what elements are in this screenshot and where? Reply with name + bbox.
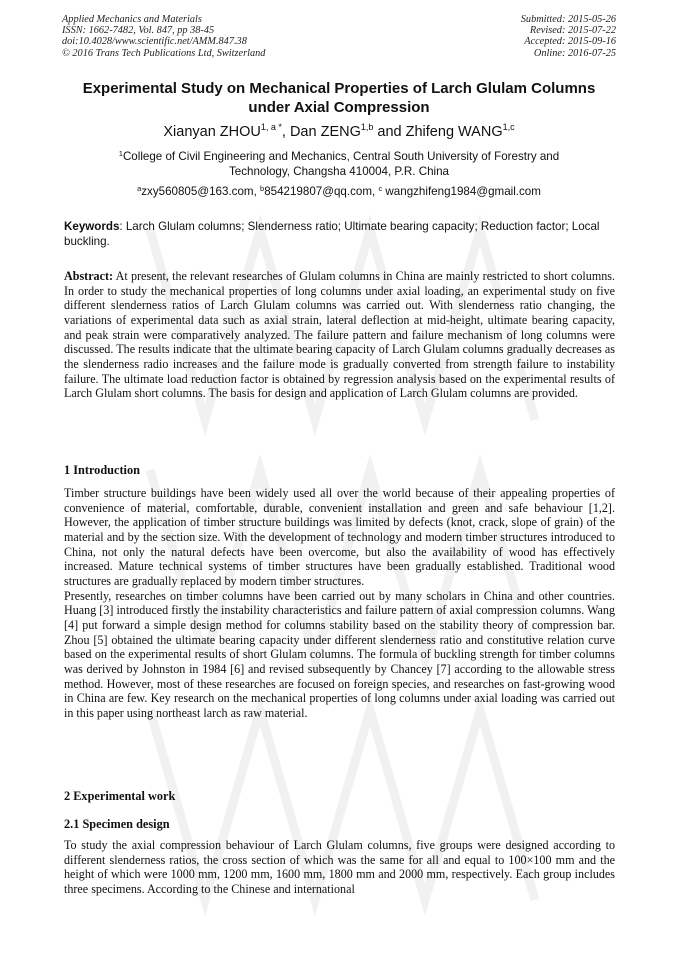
paper-title — [40, 80, 638, 117]
author-name: Dan ZENG — [289, 124, 361, 140]
email-c: wangzhifeng1984@gmail.com — [382, 185, 541, 198]
affiliation — [80, 150, 598, 179]
affil-line-2: Technology, Changsha 410004, P.R. China — [228, 164, 449, 178]
abstract-text: At present, the relevant researches of Glulam columns in China are mainly restricted to short columns. In order to study the mechanical properties of long columns under axial loading, an experimental study on five different slenderness ratios of Larch Glulam columns was carried out. With slenderness ratio changing, the variations of experimental data such as axial strain, lateral deflection at mid-height, ultimate bearing capacity, and peak strain were comparatively analyzed. The failure pattern and failure mechanism of long columns were discussed. The results indicate that the ultimate bearing capacity of Larch Glulam columns gradually decreases as the slenderness radio increases and the failure mode is gradually converted from strength failure to instability failure. The ultimate load reduction factor is obtained by regression analysis based on the experimental results of Larch Glulam short columns. The basis for design and application of Larch Glulam columns are provided. — [64, 269, 615, 401]
email-mark: b — [260, 184, 265, 193]
author-affil-mark: 1,b — [360, 122, 374, 132]
section-heading: 1 Introduction — [64, 463, 140, 477]
keywords — [64, 220, 614, 249]
paragraph: Timber structure buildings have been widely used all over the world because of their appealing properties of convenience of material, comfortable, durable, convenient installation and green and safe behaviour [1,2]. However, the application of timber structure buildings was limited by defects (knot, crack, slope of grain) of the material and by the section size. With the development of technology and modern timber structures introduced to China, not only the natural defects have been overcome, but also the availability of wood has effectively increased. Mature technical systems of timber structures have been gradually established. Traditional wood structures are gradually replaced by modern timber structures. — [64, 486, 615, 588]
author-affil-mark: 1,c — [502, 122, 515, 132]
title-line-2: under Axial Compression — [248, 98, 430, 116]
revised-date: Revised: 2015-07-22 — [529, 25, 616, 37]
issn-line: ISSN: 1662-7482, Vol. 847, pp 38-45 — [62, 25, 215, 37]
doi-line: doi:10.4028/www.scientific.net/AMM.847.38 — [62, 36, 247, 48]
subsection-heading: 2.1 Specimen design — [64, 817, 170, 831]
introduction-body — [64, 486, 615, 721]
author-name: Zhifeng WANG — [405, 124, 503, 140]
email-b: 854219807@qq.com, — [264, 185, 379, 198]
online-date: Online: 2016-07-25 — [533, 47, 616, 59]
specimen-design-body — [64, 838, 615, 897]
paragraph: To study the axial compression behaviour of Larch Glulam columns, five groups were designed according to different slenderness ratios, the cross section of which was the same for all and equal to 100×100 mm and the height of which were 1000 mm, 1200 mm, 1600 mm, 1800 mm and 2000 mm, respectively. Each group includes three specimens. According to the Chinese and international — [64, 838, 615, 896]
keywords-text: : Larch Glulam columns; Slenderness ratio; Ultimate bearing capacity; Reduction factor; Local buckling. — [64, 220, 600, 248]
section-heading: 2 Experimental work — [64, 789, 176, 803]
title-line-1: Experimental Study on Mechanical Properties of Larch Glulam Columns — [82, 80, 596, 97]
author-affil-mark: 1, a * — [260, 122, 282, 132]
journal-info — [62, 14, 265, 59]
abstract-label: Abstract: — [64, 269, 114, 283]
publication-dates — [521, 14, 616, 59]
email-mark: a — [137, 184, 142, 193]
copyright-line: © 2016 Trans Tech Publications Ltd, Switzerland — [62, 47, 266, 59]
accepted-date: Accepted: 2015-09-16 — [524, 36, 616, 48]
author-name: Xianyan ZHOU — [163, 124, 261, 140]
affil-line-1: College of Civil Engineering and Mechanics, Central South University of Forestry and — [122, 150, 560, 163]
author-list — [40, 123, 638, 141]
keywords-label: Keywords — [64, 220, 120, 233]
journal-name: Applied Mechanics and Materials — [62, 14, 202, 25]
author-separator: and — [373, 124, 406, 140]
email-a: zxy560805@163.com, — [141, 185, 261, 198]
submitted-date: Submitted: 2015-05-26 — [520, 14, 616, 25]
author-separator: , — [281, 124, 290, 140]
abstract — [64, 269, 615, 401]
paragraph: Presently, researches on timber columns have been carried out by many scholars in China and other countries. Huang [3] introduced firstly the instability characteristics and failure pattern of axial compression columns. Wang [4] put forward a simple design method for columns stability based on the stability theory of compression bar. Zhou [5] obtained the ultimate bearing capacity under different slenderness ratio and constitutive relation curve based on the experimental results of short Glulam columns. The formula of buckling strength for timber columns was derived by Johnston in 1984 [6] and revised subsequently by Chancey [7] according to the allowable stress method. However, most of these researches are focused on foreign species, and researches on fast-growing wood in China are few. Key research on the mechanical properties of long columns under axial loading was carried out in this paper using northeast larch as raw material. — [64, 588, 615, 720]
affil-mark: 1 — [118, 149, 123, 158]
email-mark: c — [378, 184, 383, 193]
author-emails — [40, 185, 638, 200]
